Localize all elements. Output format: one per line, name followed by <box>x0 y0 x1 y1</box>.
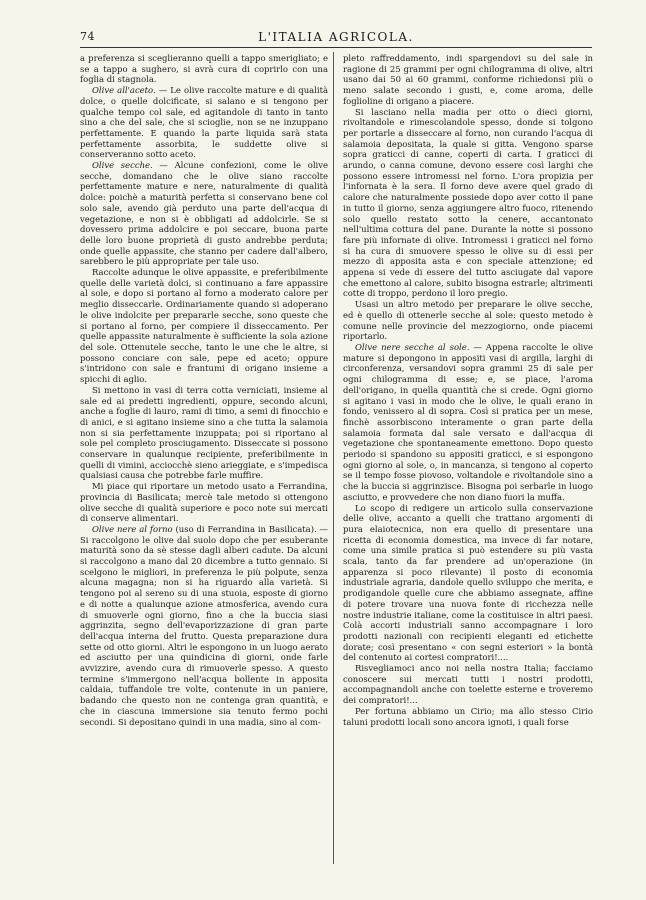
paragraph-text: — Le olive raccolte mature e di qualità dolce, o quelle dolcificate, si salano e si tengono per qualche tempo col sale, ed agitandole di tanto in tanto sino a che del sale, che si scioglie, non se ne inzuppano perfettamente. E quando la parte liquida sarà stata perfettamente assorbita, le suddette olive si conserveranno sotto aceto. <box>80 85 328 160</box>
paragraph <box>343 663 593 706</box>
paragraph-lead-heading: Olive all'aceto. <box>92 85 156 96</box>
paragraph <box>80 267 328 385</box>
paragraph-text: — Alcune confezioni, come le olive secche, domandano che le olive siano raccolte perfettamente mature e nere, naturalmente di qualità dolce: poichè a maturità perfetta si conservano bene col solo sale, avendo già perduto una parte dell'acqua di vegetazione, e non si è obbligati ad addolcirle. Se si dovessero prima addolcire e poi seccare, buona parte delle loro buone proprietà di gusto andrebbe perduta; onde quelle appassite, che stanno per cadere dall'albero, sarebbero le più appropriate per tale uso. <box>80 160 328 267</box>
right-column <box>343 53 593 727</box>
paragraph-text: Risvegliamoci anco noi nella nostra Italia; facciamo conoscere sui mercati tutti i nostri prodotti, accompagnandoli anche con toelette esterne e troveremo dei compratori!... <box>343 663 593 706</box>
paragraph-text: Raccolte adunque le olive appassite, e preferibilmente quelle delle varietà dolci, si continuano a fare appassire al sole, e dopo si portano al forno a moderato calore per meglio disseccarle. Ordinariamente quando si adoperano le olive indolcite per prepararle secche, sono queste che si portano al forno, per compiere il disseccamento. Per quelle appassite naturalmente è sufficiente la sola azione del sole. Ottenutele secche, tanto le une che le altre, si possono conciare con sale, pepe ed aceto; oppure s'intridono con sale e frantumi di origano insieme a spicchi di aglio. <box>80 267 328 385</box>
paragraph <box>343 342 593 503</box>
left-column <box>80 53 328 727</box>
paragraph <box>80 385 328 481</box>
paragraph <box>343 53 593 107</box>
paragraph <box>80 160 328 267</box>
journal-title: L'ITALIA AGRICOLA. <box>258 30 414 44</box>
paragraph-lead-heading: Olive secche. <box>92 160 153 171</box>
column-divider <box>333 52 334 864</box>
paragraph-text: Per fortuna abbiamo un Cirio; ma allo stesso Cirio taluni prodotti locali sono ancora ignoti, i quali forse <box>343 705 593 727</box>
paragraph-text: pleto raffreddamento, indi spargendovi su del sale in ragione di 25 grammi per ogni chilogramma di olive, altri usano dai 50 ai 60 grammi, conforme richiedonsi più o meno salate secondo i gusti, e, come aroma, delle foglioline di origano a piacere. <box>343 53 593 106</box>
page-number: 74 <box>80 30 95 43</box>
paragraph <box>80 524 328 727</box>
paragraph-text: Lo scopo di redigere un articolo sulla conservazione delle olive, accanto a quelli che trattano argomenti di pura elaiotecnica, non era quello di presentare una ricetta di economia domestica, ma invece di far notare, come una simile pratica si può estendere su più vasta scala, tanto da far prendere ad un'operazione (in apparenza si poco rilevante) il posto di economia industriale agraria, dandole quello sviluppo che merita, e prodigandole quelle cure che abbiamo assegnate, affine di potere trovare una nuova fonte di ricchezza nelle nostre industrie italiane, come la costituisce in altri paesi. Colà accorti industriali sanno accompagnare i loro prodotti nazionali con recipienti eleganti ed etichette dorate; così presentano « con segni esteriori » la bontà del contenuto ai cortesi compratori!.... <box>343 502 593 663</box>
paragraph-lead-heading: Olive nere secche al sole. <box>355 341 470 352</box>
paragraph <box>343 503 593 664</box>
header-rule <box>80 47 592 48</box>
paragraph-text: Si mettono in vasi di terra cotta verniciati, insieme al sale ed ai predetti ingredienti, oppure, secondo alcuni, anche a foglie di lauro, rami di timo, a semi di finocchio e di anici, e si agitano insieme sino a che tutta la salamoia non si sia perfettamente inzuppata; poi si riportano al sole pel completo prosciugamento. Disseccate si possono conservare in qualunque recipiente, preferibilmente in quelli di vimini, acciocchè sieno arieggiate, e s'impedisca qualsiasi causa che potrebbe farle muffire. <box>80 384 328 481</box>
paragraph-text: — Appena raccolte le olive mature si depongono in appositi vasi di argilla, larghi di circonferenza, versandovi sopra grammi 25 di sale per ogni chilogramma di esse; e, se piace, l'aroma dell'origano, in quella quantità che si crede. Ogni giorno si agitano i vasi in modo che le olive, le quali erano in fondo, venissero al di sopra. Così si pratica per un mese, finchè assorbiscono interamente o gran parte della salamoia formata dal sale versato e dall'acqua di vegetazione che spontaneamente emettono. Dopo questo periodo si spandono su appositi graticci, e si espongono ogni giorno al sole, o, in mancanza, si tengono al coperto se il tempo fosse piovoso, voltandole e rivoltandole sino a che la buccia si aggrinzisce. Bisogna poi serbarle in luogo asciutto, e provvedere che non diano fuori la muffa. <box>343 341 593 502</box>
paragraph <box>80 85 328 160</box>
paragraph-text: Usasi un altro metodo per preparare le olive secche, ed è quello di ottenerle secche al sole: questo metodo è comune nelle provincie del mezzogiorno, onde piacemi riportarlo. <box>343 299 593 342</box>
running-head <box>80 30 592 46</box>
paragraph <box>343 107 593 300</box>
paragraph <box>80 53 328 85</box>
paragraph <box>343 299 593 342</box>
paragraph-lead-heading: Olive nere al forno <box>92 523 173 534</box>
paragraph <box>343 706 593 727</box>
paragraph-text: a preferenza si sceglieranno quelli a tappo smerigliato; e se a tappo a sughero, si avrà cura di coprirlo con una foglia di stagnola. <box>80 53 328 85</box>
paragraph-text: (uso di Ferrandina in Basilicata). — Si raccolgono le olive dal suolo dopo che per esuberante maturità sono da sè stesse dagli alberi cadute. Da alcuni si raccolgono a mano dal 20 dicembre a tutto gennaio. Si scelgono le migliori, in preferenza le più polpute, senza alcuna magagna; non si ha riguardo alla varietà. Si tengono poi al sereno su di una stuoia, esposte di giorno e di notte a qualunque azione atmosferica, avendo cura di smuoverle ogni giorno, fino a che la buccia siasi aggrinzita, segno dell'evaporizzazione di gran parte dell'acqua interna del frutto. Questa preparazione dura sette od otto giorni. Altri le espongono in un luogo aerato ed asciutto per una quindicina di giorni, onde farle avvizzire, avendo cura di rimuoverle spesso. A questo termine s'immergono nell'acqua bollente in apposita caldaia, tuffandole tre volte, contenute in un paniere, badando che questo non ne contenga gran quantità, e che in ciascuna immersione sia tenuto fermo pochi secondi. Si depositano quindi in una madia, sino al com- <box>80 523 328 727</box>
paragraph-text: Si lasciano nella madia per otto o dieci giorni, rivoltandole e rimescolandole spesso, donde si tolgono per portarle a disseccare al forno, non curando l'acqua di salamoia depositata, la quale si gitta. Vengono sparse sopra graticci di canne, coperti di carta. I graticci di arundo, o canna comune, devono essere così larghi che possono essere intromessi nel forno. L'ora propizia per l'infornata è la sera. Il forno deve avere quel grado di calore che naturalmente possiede dopo aver cotto il pane in tutto il giorno, senza aggiungere altro fuoco, ritenendo solo quello restato sotto la cenere, accantonato nell'ultima cottura del pane. Durante la notte si possono fare più infornate di olive. Intromessi i graticci nel forno si ha cura di smuovere spesso le olive su di essi per mezzo di apposita asta e con speciale attenzione; ed appena si vede di essere del tutto asciugate dal vapore che emettono al calore, subito bisogna estrarle; altrimenti cotte di troppo, perdono il loro pregio. <box>343 106 593 299</box>
paragraph-text: Mi piace qui riportare un metodo usato a Ferrandina, provincia di Basilicata; mercè tale metodo si ottengono olive secche di qualità superiore e poco note sui mercati di conserve alimentari. <box>80 481 328 524</box>
paragraph <box>80 481 328 524</box>
